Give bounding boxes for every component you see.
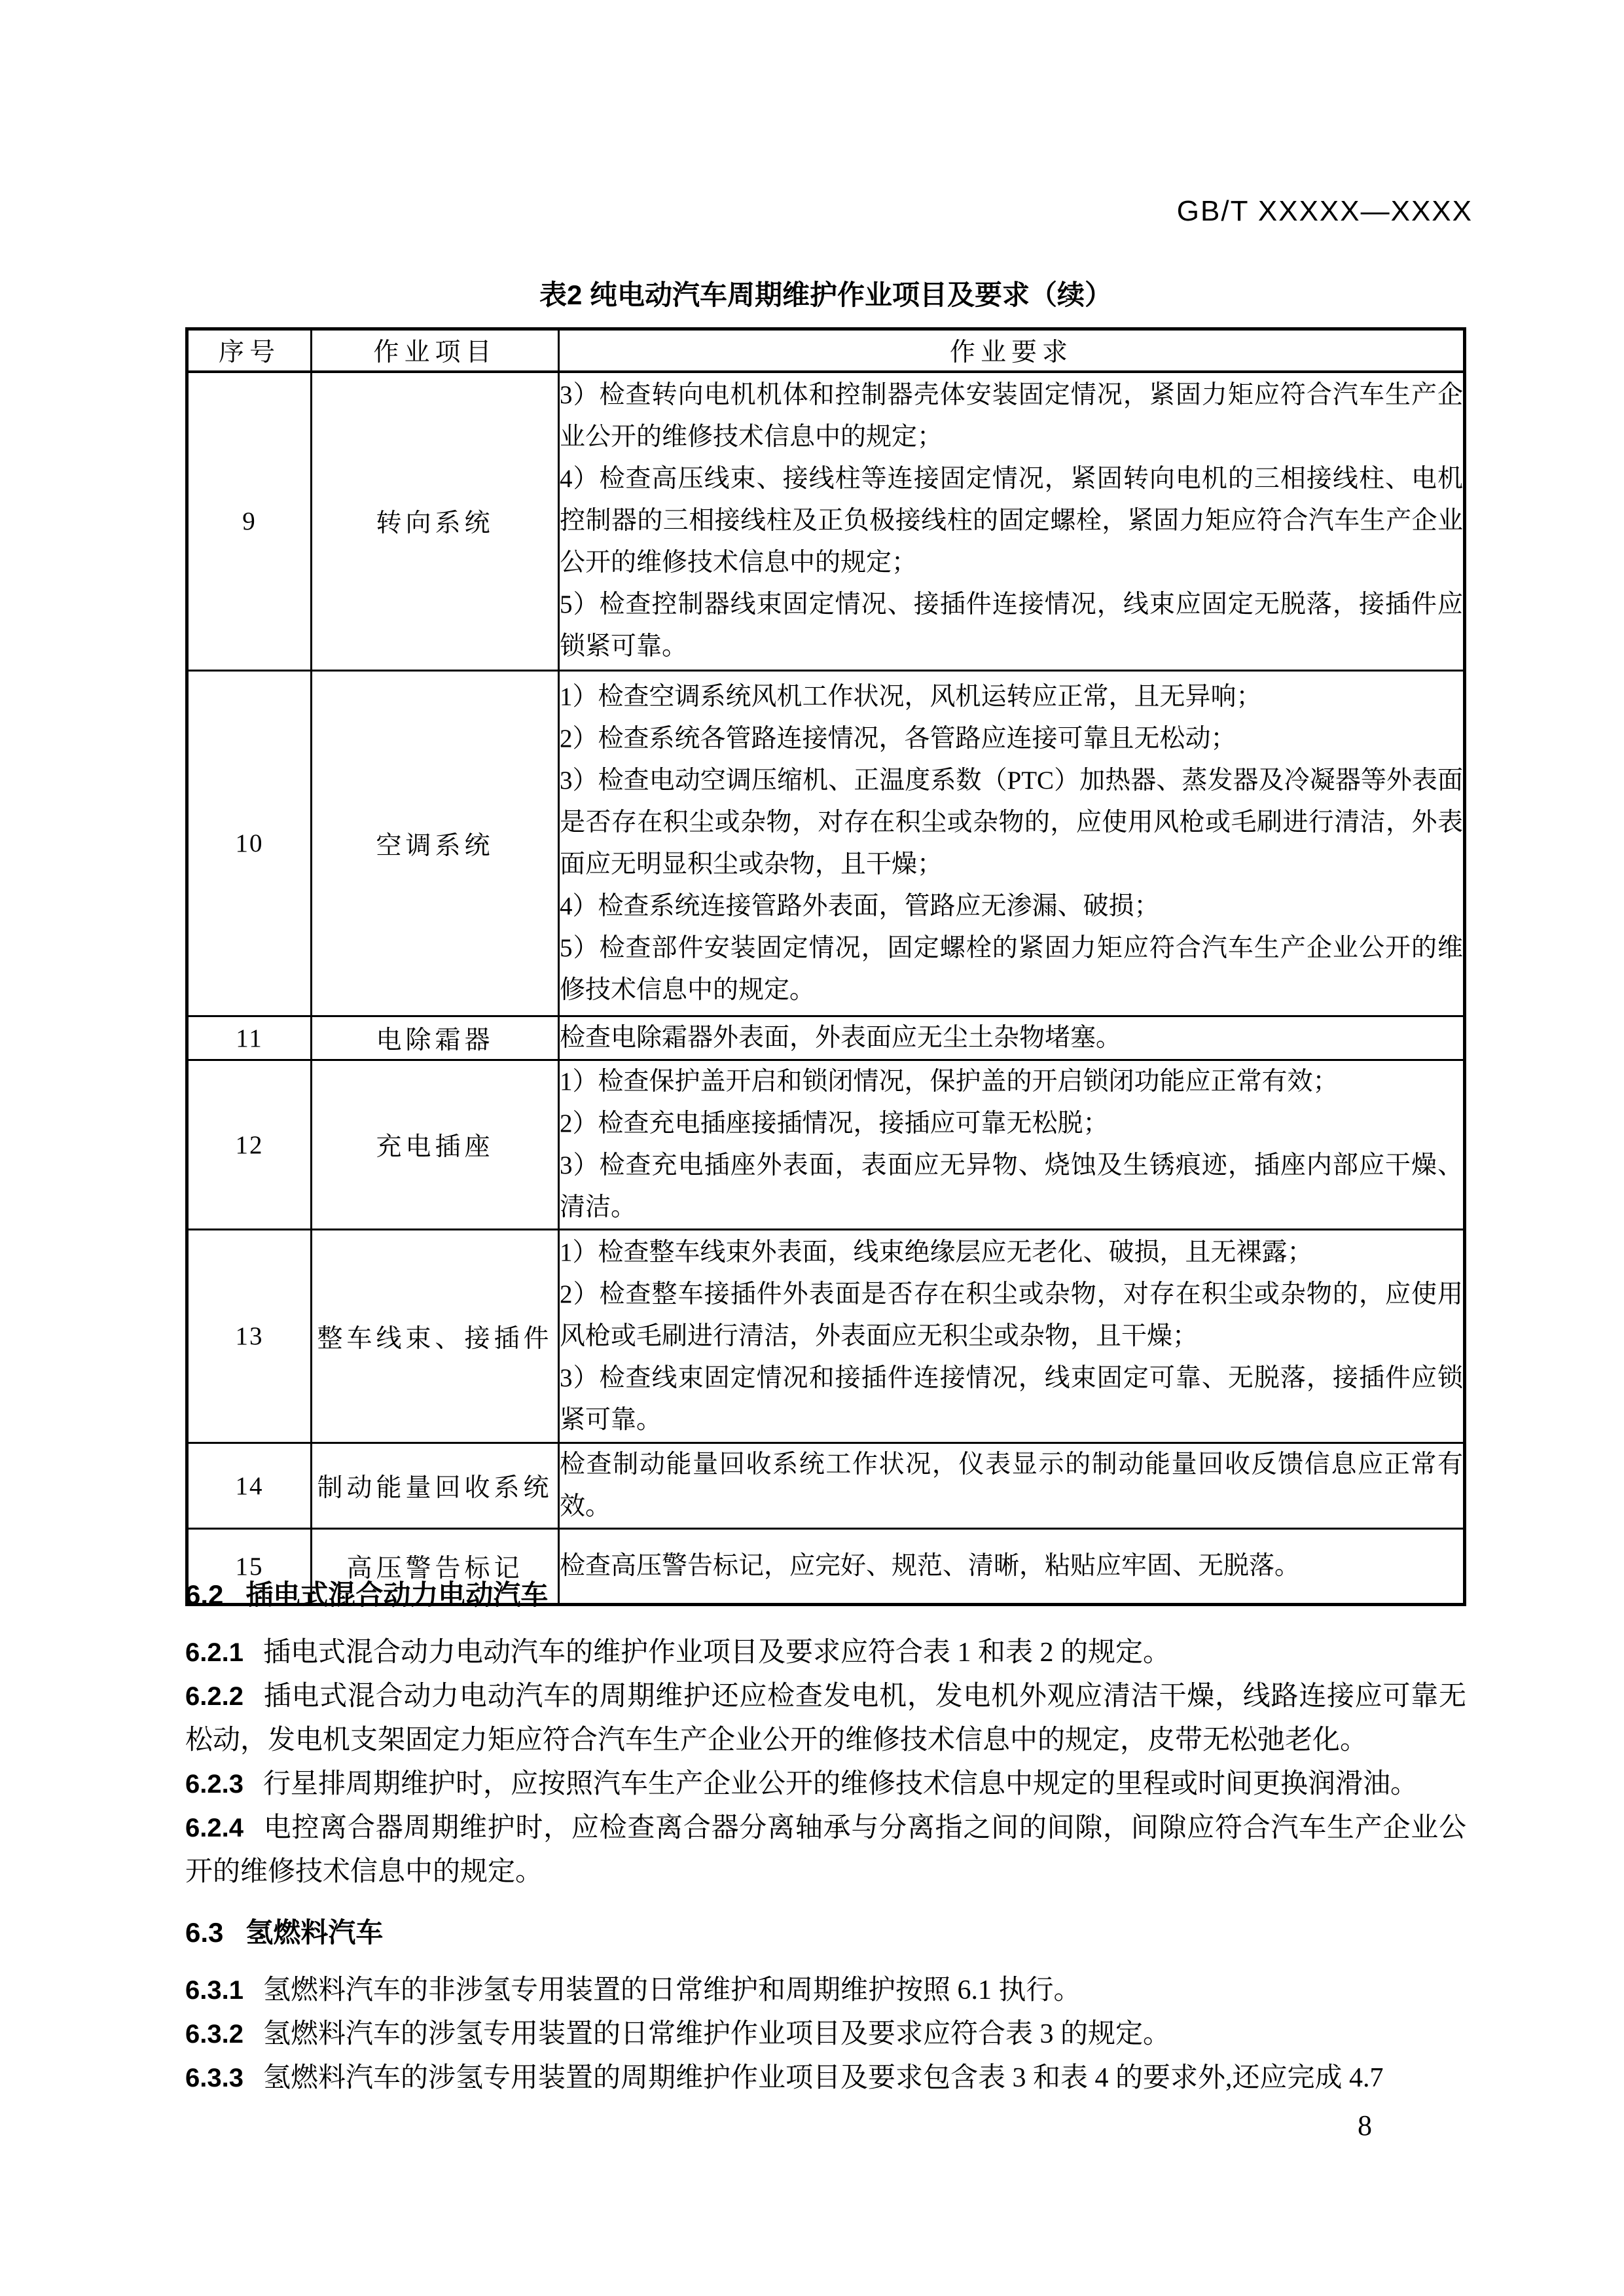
table-row (187, 671, 1465, 1016)
clause-paragraph (185, 1763, 1466, 1806)
row-item: 高压警告标记 (312, 1529, 559, 1605)
requirement-line: 1）检查整车线束外表面，线束绝缘层应无老化、破损，且无裸露； (560, 1238, 1313, 1266)
clause-paragraph (185, 1806, 1466, 1894)
row-requirements (559, 372, 1465, 671)
section-heading (185, 1916, 1466, 1949)
requirement-line: 2）检查整车接插件外表面是否存在积尘或杂物，对存在积尘或杂物的，应使用风枪或毛刷进行清洁，外表面应无积尘或杂物，且干燥； (560, 1280, 1463, 1350)
row-requirements (559, 1016, 1465, 1060)
table-row (187, 372, 1465, 671)
table-header-row (187, 329, 1465, 372)
column-header-seq: 序号 (187, 329, 312, 372)
section-title: 插电式混合动力电动汽车 (245, 1579, 549, 1610)
clause-text: 电控离合器周期维护时，应检查离合器分离轴承与分离指之间的间隙，间隙应符合汽车生产企业公开的维修技术信息中的规定。 (185, 1813, 1466, 1887)
clause-number: 6.2.1 (185, 1638, 244, 1667)
maintenance-table (185, 327, 1466, 1606)
column-header-req: 作业要求 (559, 329, 1465, 372)
row-requirements (559, 1060, 1465, 1230)
clause-number: 6.3.3 (185, 2064, 244, 2092)
requirement-line: 检查制动能量回收系统工作状况，仪表显示的制动能量回收反馈信息应正常有效。 (560, 1450, 1463, 1520)
clause-text: 氢燃料汽车的涉氢专用装置的周期维护作业项目及要求包含表 3 和表 4 的要求外,还应完成 4.7 (262, 2063, 1384, 2093)
clause-text: 行星排周期维护时，应按照汽车生产企业公开的维修技术信息中规定的里程或时间更换润滑油。 (262, 1769, 1418, 1799)
clause-number: 6.2.2 (185, 1682, 244, 1711)
clause-paragraph (185, 1631, 1466, 1675)
row-item: 电除霜器 (312, 1016, 559, 1060)
clause-number: 6.3.2 (185, 2020, 244, 2049)
table-title: 表2 纯电动汽车周期维护作业项目及要求（续） (539, 279, 1113, 310)
requirement-line: 5）检查控制器线束固定情况、接插件连接情况，线束应固定无脱落，接插件应锁紧可靠。 (560, 590, 1463, 661)
requirement-line: 3）检查转向电机机体和控制器壳体安装固定情况，紧固力矩应符合汽车生产企业公开的维修技术信息中的规定； (560, 381, 1463, 452)
requirement-line: 3）检查充电插座外表面，表面应无异物、烧蚀及生锈痕迹，插座内部应干燥、清洁。 (560, 1151, 1463, 1221)
requirement-line: 3）检查线束固定情况和接插件连接情况，线束固定可靠、无脱落，接插件应锁紧可靠。 (560, 1363, 1463, 1434)
row-seq: 11 (187, 1016, 312, 1060)
page-number: 8 (1358, 2109, 1372, 2142)
requirement-line: 检查高压警告标记，应完好、规范、清晰，粘贴应牢固、无脱落。 (560, 1552, 1301, 1580)
row-seq: 14 (187, 1443, 312, 1529)
row-item: 空调系统 (312, 671, 559, 1016)
clause-text: 氢燃料汽车的非涉氢专用装置的日常维护和周期维护按照 6.1 执行。 (262, 1975, 1081, 2005)
requirement-line: 5）检查部件安装固定情况，固定螺栓的紧固力矩应符合汽车生产企业公开的维修技术信息中的规定。 (560, 933, 1463, 1004)
clause-number: 6.3.1 (185, 1976, 244, 2005)
row-seq: 9 (187, 372, 312, 671)
row-item: 转向系统 (312, 372, 559, 671)
clauses-area (185, 1579, 1466, 2100)
section-title: 氢燃料汽车 (245, 1917, 384, 1948)
clause-text: 插电式混合动力电动汽车的维护作业项目及要求应符合表 1 和表 2 的规定。 (262, 1638, 1170, 1668)
row-requirements (559, 1443, 1465, 1529)
section-heading (185, 1579, 1466, 1611)
clause-number: 6.2.4 (185, 1814, 244, 1842)
section-number: 6.2 (185, 1579, 224, 1610)
clause-paragraph (185, 2013, 1466, 2056)
row-requirements (559, 671, 1465, 1016)
clause-paragraph (185, 1675, 1466, 1763)
clause-paragraph (185, 1969, 1466, 2013)
section-number: 6.3 (185, 1917, 224, 1948)
requirement-line: 检查电除霜器外表面，外表面应无尘土杂物堵塞。 (560, 1024, 1122, 1052)
clause-paragraph (185, 2056, 1466, 2100)
requirement-line: 1）检查空调系统风机工作状况，风机运转应正常，且无异响； (560, 682, 1262, 711)
requirement-line: 4）检查系统连接管路外表面，管路应无渗漏、破损； (560, 891, 1160, 920)
row-item: 充电插座 (312, 1060, 559, 1230)
standard-code: GB/T XXXXX—XXXX (1176, 195, 1473, 227)
row-seq: 10 (187, 671, 312, 1016)
requirement-line: 4）检查高压线束、接线柱等连接固定情况，紧固转向电机的三相接线柱、电机控制器的三相接线柱及正负极接线柱的固定螺栓，紧固力矩应符合汽车生产企业公开的维修技术信息中的规定； (560, 465, 1463, 577)
column-header-item: 作业项目 (312, 329, 559, 372)
row-item: 整车线束、接插件 (312, 1230, 559, 1443)
requirement-line: 2）检查充电插座接插情况，接插应可靠无松脱； (560, 1109, 1109, 1138)
row-seq: 12 (187, 1060, 312, 1230)
table-row (187, 1230, 1465, 1443)
row-seq: 15 (187, 1529, 312, 1605)
clause-number: 6.2.3 (185, 1770, 244, 1799)
table-row (187, 1060, 1465, 1230)
clause-text: 插电式混合动力电动汽车的周期维护还应检查发电机，发电机外观应清洁干燥，线路连接应可靠无松动，发电机支架固定力矩应符合汽车生产企业公开的维修技术信息中的规定，皮带无松弛老化。 (185, 1681, 1466, 1755)
row-seq: 13 (187, 1230, 312, 1443)
row-requirements (559, 1230, 1465, 1443)
table-row (187, 1016, 1465, 1060)
requirement-line: 2）检查系统各管路连接情况，各管路应连接可靠且无松动； (560, 724, 1236, 753)
table-row (187, 1443, 1465, 1529)
requirement-line: 1）检查保护盖开启和锁闭情况，保护盖的开启锁闭功能应正常有效； (560, 1067, 1339, 1096)
clause-text: 氢燃料汽车的涉氢专用装置的日常维护作业项目及要求应符合表 3 的规定。 (262, 2019, 1170, 2049)
requirement-line: 3）检查电动空调压缩机、正温度系数（PTC）加热器、蒸发器及冷凝器等外表面是否存在积尘或杂物，对存在积尘或杂物的，应使用风枪或毛刷进行清洁，外表面应无明显积尘或杂物，且干燥； (560, 766, 1463, 878)
row-item: 制动能量回收系统 (312, 1443, 559, 1529)
